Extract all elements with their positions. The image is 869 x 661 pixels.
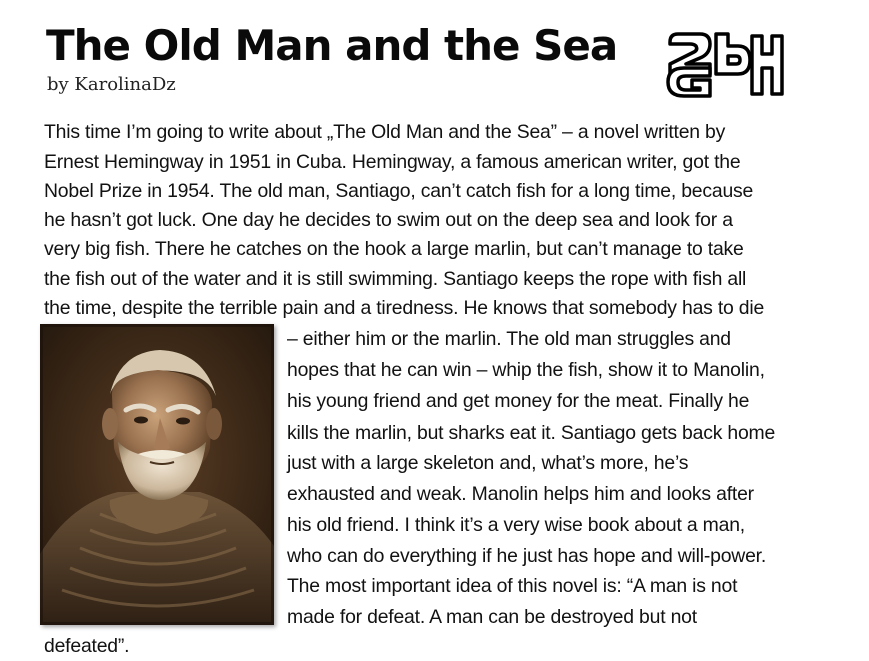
2b-gh-badge-logo [664, 28, 788, 100]
article-line: made for defeat. A man can be destroyed but not [287, 606, 697, 628]
article-line: he hasn’t got luck. One day he decides to swim out on the deep sea and look for a [44, 209, 733, 231]
article-line: who can do everything if he just has hope and will-power. [287, 545, 767, 567]
article-line: Ernest Hemingway in 1951 in Cuba. Hemingway, a famous american writer, got the [44, 151, 741, 173]
article-line: The most important idea of this novel is: “A man is not [287, 575, 738, 597]
article-line: exhausted and weak. Manolin helps him and looks after [287, 483, 754, 505]
article-line: very big fish. There he catches on the hook a large marlin, but can’t manage to take [44, 238, 744, 260]
hemingway-portrait-image [40, 324, 274, 625]
article-line: the time, despite the terrible pain and a tiredness. He knows that somebody has to die [44, 297, 765, 319]
article-line: his young friend and get money for the meat. Finally he [287, 390, 750, 412]
article-line: – either him or the marlin. The old man struggles and [287, 328, 731, 350]
article-line: his old friend. I think it’s a very wise book about a man, [287, 514, 745, 536]
article-line: the fish out of the water and it is still swimming. Santiago keeps the rope with fish all [44, 268, 747, 290]
page-title: The Old Man and the Sea [46, 21, 618, 70]
author-byline: by KarolinaDz [47, 74, 176, 95]
article-line: hopes that he can win – whip the fish, show it to Manolin, [287, 359, 765, 381]
article-line: kills the marlin, but sharks eat it. Santiago gets back home [287, 422, 776, 444]
article-line: This time I’m going to write about „The Old Man and the Sea” – a novel written by [44, 121, 726, 143]
article-line: just with a large skeleton and, what’s more, he’s [287, 452, 689, 474]
article-line: Nobel Prize in 1954. The old man, Santiago, can’t catch fish for a long time, because [44, 180, 754, 202]
article-line: defeated”. [44, 635, 130, 657]
